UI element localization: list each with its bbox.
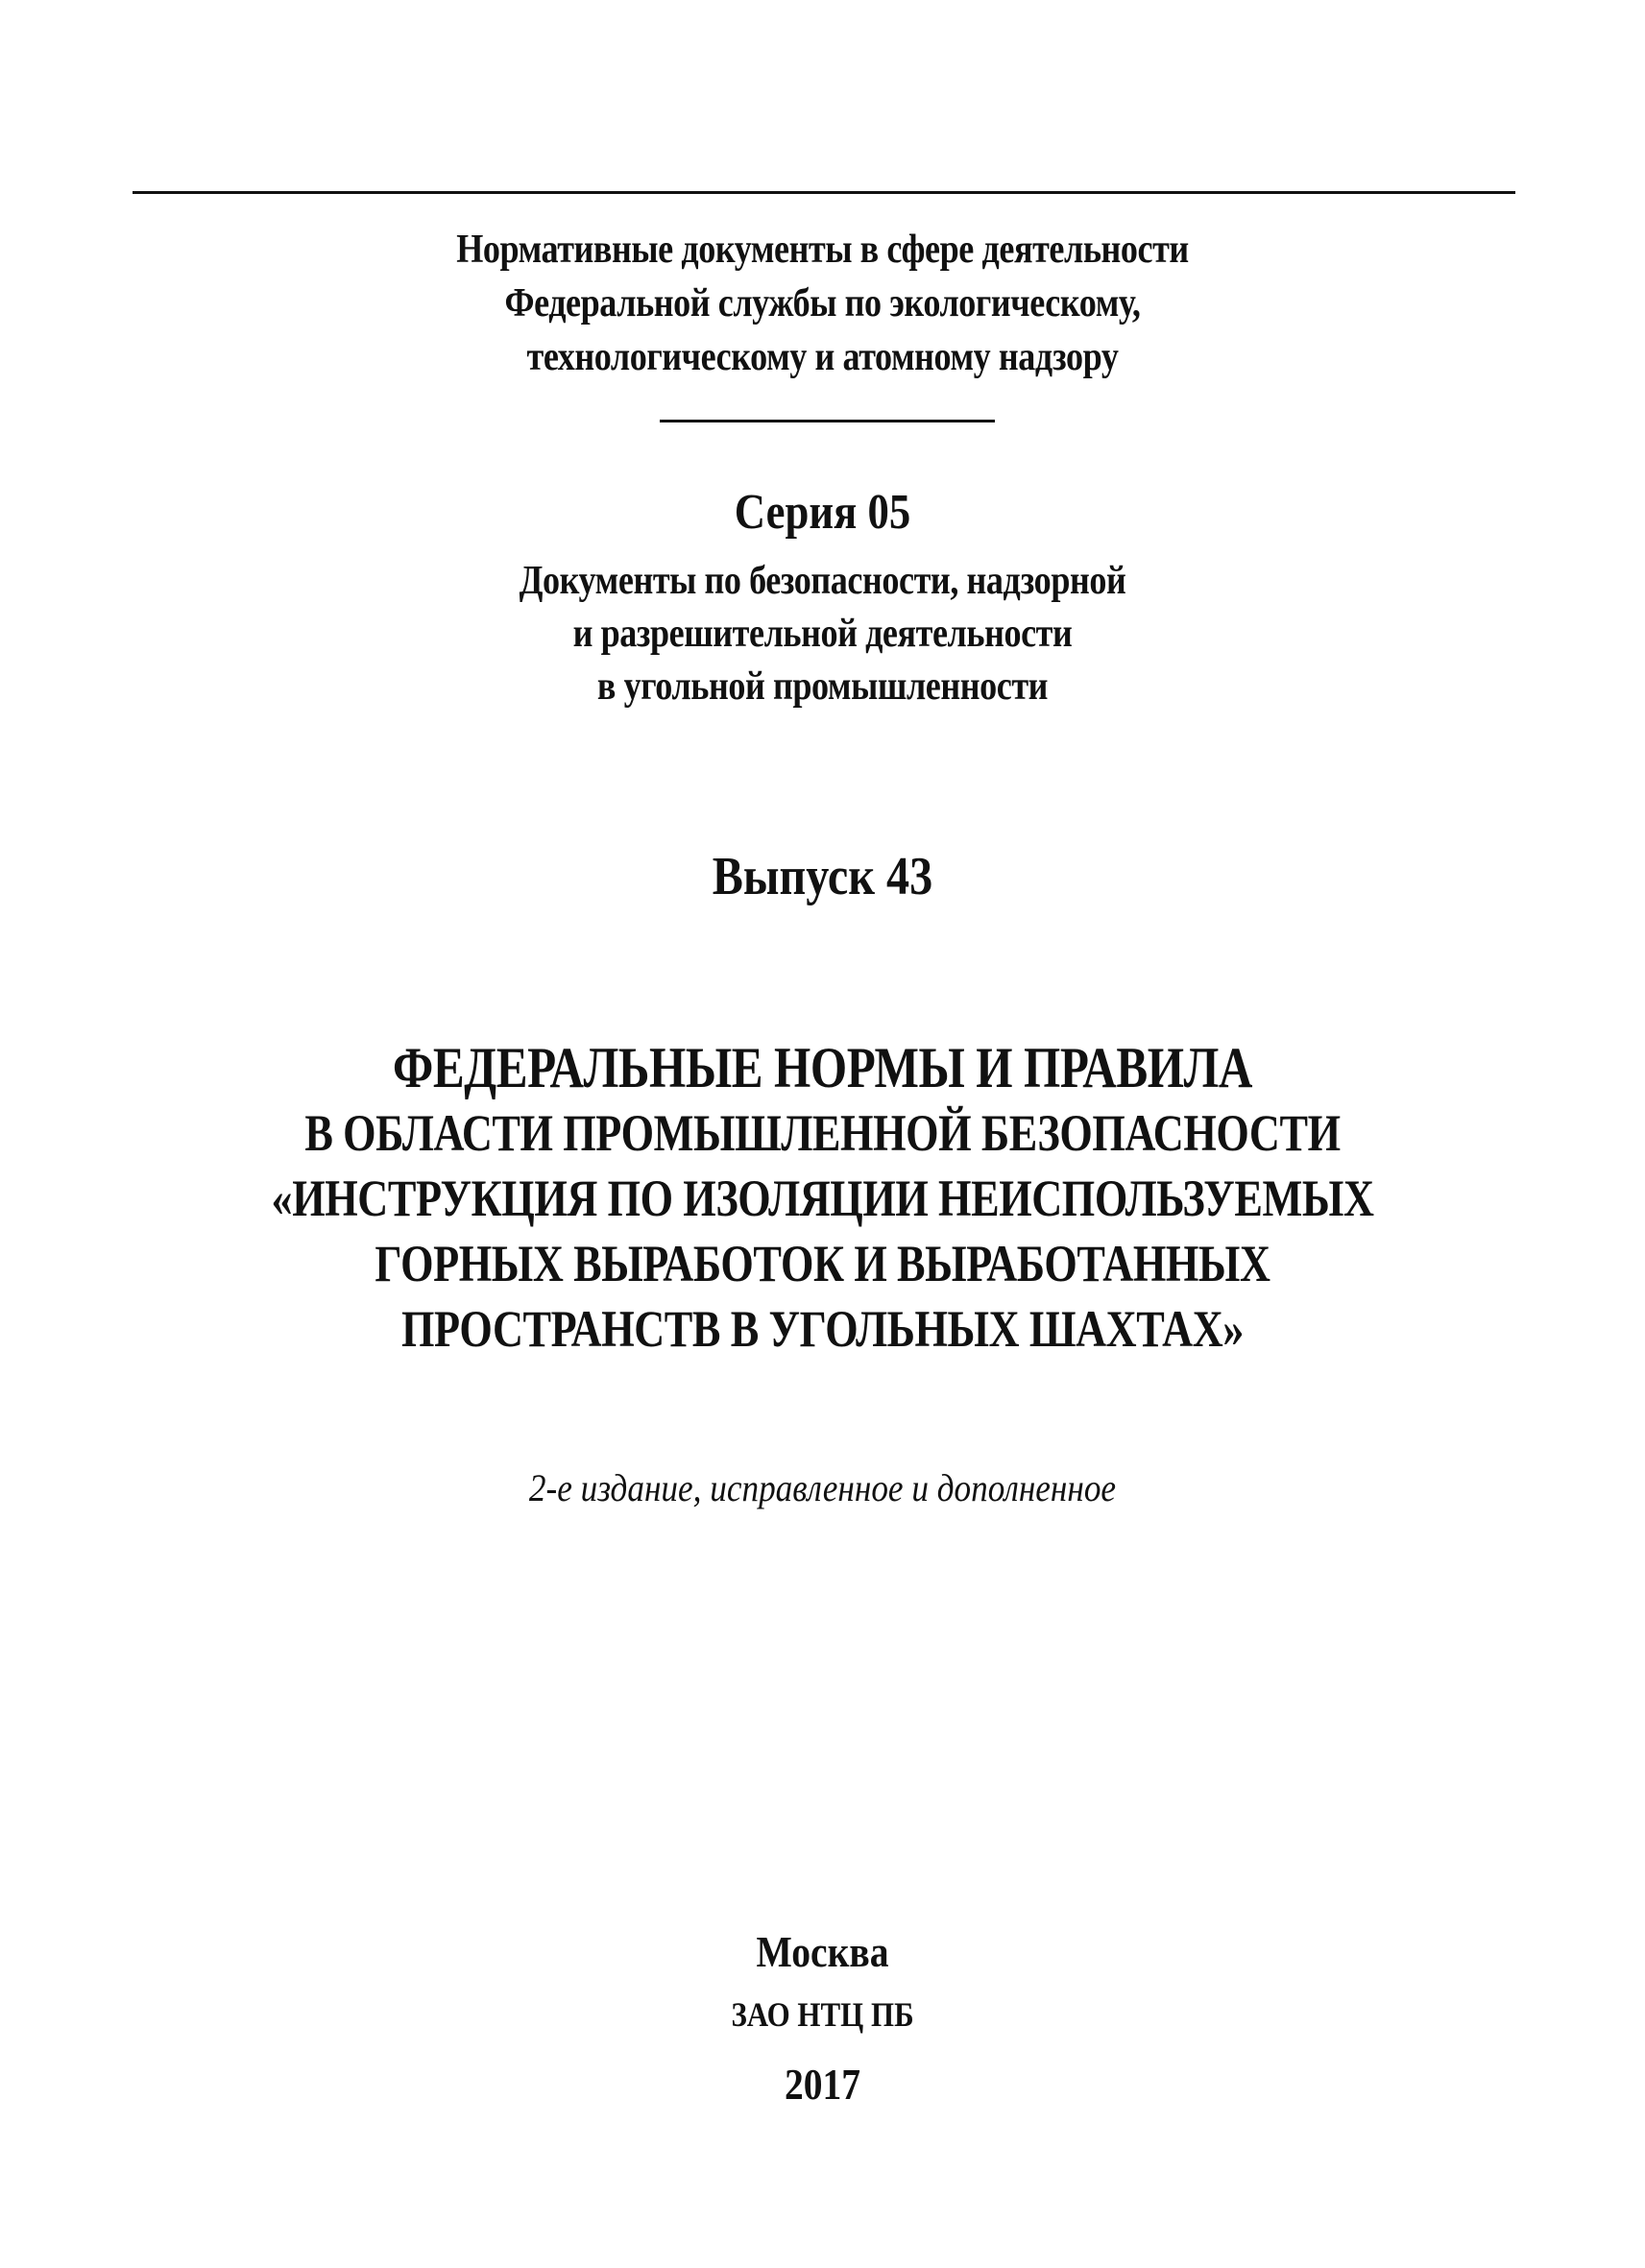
issue-text: Выпуск 43 <box>712 847 933 906</box>
header-line: Нормативные документы в сфере деятельности <box>456 228 1189 272</box>
publisher-text: ЗАО НТЦ ПБ <box>731 1995 914 2034</box>
edition-text: 2-е издание, исправленное и дополненное <box>528 1466 1117 1509</box>
imprint-year <box>115 2058 1530 2111</box>
top-rule <box>133 191 1515 194</box>
series-title <box>115 483 1530 543</box>
series-description <box>115 555 1530 713</box>
main-title-line: ГОРНЫХ ВЫРАБОТОК И ВЫРАБОТАННЫХ <box>375 1235 1270 1292</box>
series-description-line: Документы по безопасности, надзорной <box>519 559 1126 603</box>
imprint-city <box>115 1925 1530 1979</box>
header-line: Федеральной службы по экологическому, <box>504 281 1141 326</box>
main-title-line: ФЕДЕРАЛЬНЫЕ НОРМЫ И ПРАВИЛА <box>393 1036 1252 1099</box>
series-description-line: и разрешительной деятельности <box>572 612 1073 656</box>
main-title-line: «ИНСТРУКЦИЯ ПО ИЗОЛЯЦИИ НЕИСПОЛЬЗУЕМЫХ <box>271 1170 1374 1227</box>
header-block <box>115 223 1530 384</box>
main-title <box>148 1035 1497 1362</box>
main-title-line: В ОБЛАСТИ ПРОМЫШЛЕННОЙ БЕЗОПАСНОСТИ <box>304 1104 1341 1162</box>
series-description-line: в угольной промышленности <box>596 664 1049 709</box>
series-title-text: Серия 05 <box>734 485 911 540</box>
edition-note <box>99 1464 1546 1512</box>
issue-number <box>115 845 1530 908</box>
main-title-line: ПРОСТРАНСТВ В УГОЛЬНЫХ ШАХТАХ» <box>400 1300 1244 1358</box>
city-text: Москва <box>756 1927 889 1976</box>
header-divider <box>660 420 995 422</box>
header-line: технологическому и атомному надзору <box>526 335 1119 379</box>
imprint-publisher <box>115 1992 1530 2037</box>
year-text: 2017 <box>784 2060 861 2109</box>
